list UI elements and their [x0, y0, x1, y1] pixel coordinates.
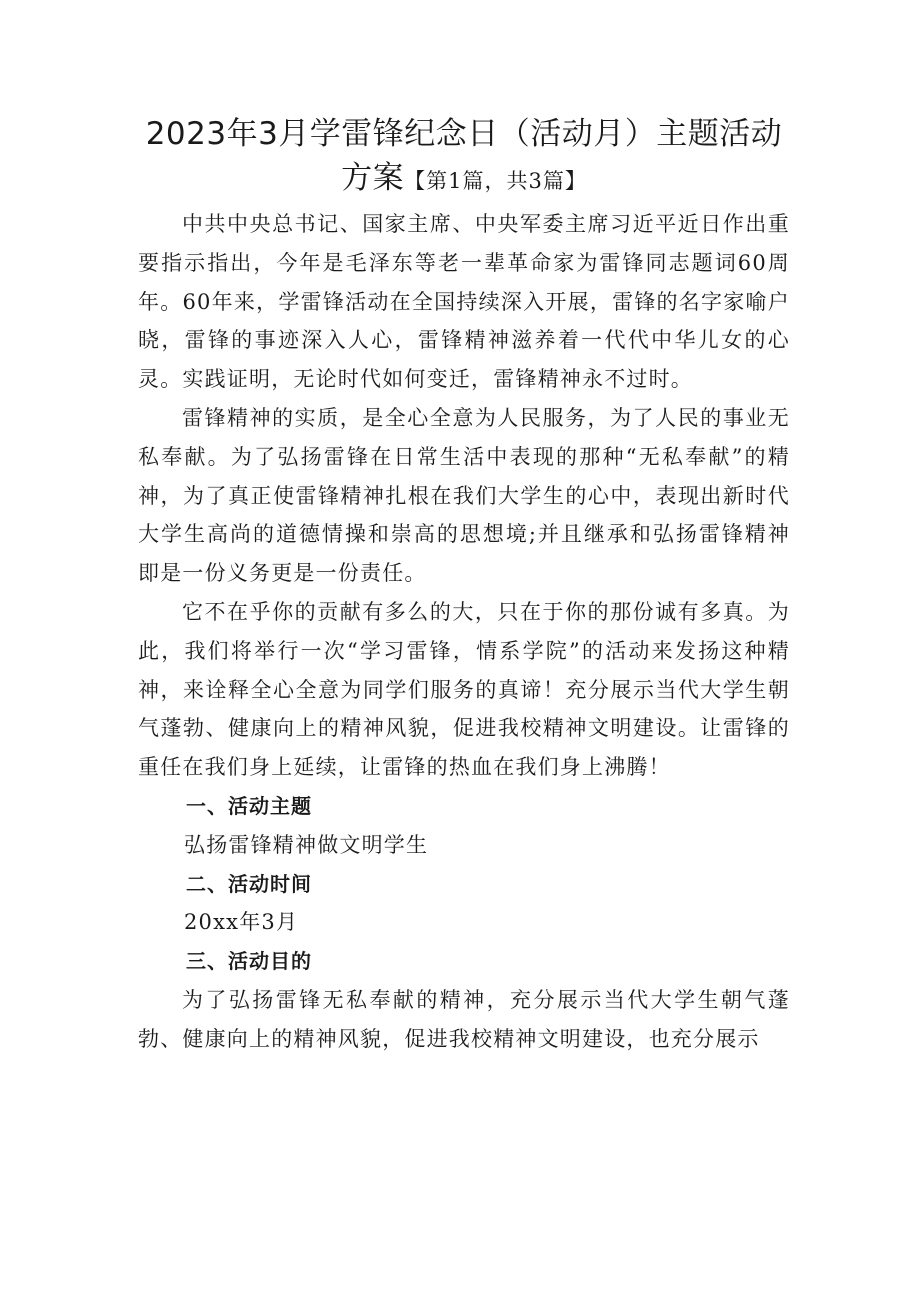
section-text-time: 20xx年3月	[184, 910, 299, 935]
document-title	[138, 112, 790, 203]
section-text-purpose: 为了弘扬雷锋无私奉献的精神，充分展示当代大学生朝气蓬勃、健康向上的精神风貌，促进我校精神文明建设，也充分展示	[138, 987, 790, 1051]
section-heading-theme: 一、活动主题	[186, 793, 312, 818]
title-main: 2023年3月学雷锋纪念日（活动月）主题活动方案	[145, 116, 783, 196]
body-paragraph-1: 中共中央总书记、国家主席、中央军委主席习近平近日作出重要指示指出，今年是毛泽东等老一辈革命家为雷锋同志题词60周年。60年来，学雷锋活动在全国持续深入开展，雷锋的名字家喻户晓，雷锋的事迹深入人心，雷锋精神滋养着一代代中华儿女的心灵。实践证明，无论时代如何变迁，雷锋精神永不过时。	[138, 212, 790, 392]
document-page	[138, 112, 790, 1059]
title-part-indicator: 【第1篇，共3篇】	[404, 169, 587, 193]
section-heading-time: 二、活动时间	[186, 871, 312, 896]
section-text-theme: 弘扬雷锋精神做文明学生	[184, 832, 429, 857]
body-paragraph-2: 雷锋精神的实质，是全心全意为人民服务，为了人民的事业无私奉献。为了弘扬雷锋在日常生活中表现的那种“无私奉献”的精神，为了真正使雷锋精神扎根在我们大学生的心中，表现出新时代大学生高尚的道德情操和崇高的思想境;并且继承和弘扬雷锋精神即是一份义务更是一份责任。	[138, 405, 790, 586]
section-heading-purpose: 三、活动目的	[186, 949, 312, 974]
body-paragraph-3: 它不在乎你的贡献有多么的大，只在于你的那份诚有多真。为此，我们将举行一次“学习雷锋，情系学院”的活动来发扬这种精神，来诠释全心全意为同学们服务的真谛！充分展示当代大学生朝气蓬勃、健康向上的精神风貌，促进我校精神文明建设。让雷锋的重任在我们身上延续，让雷锋的热血在我们身上沸腾！	[138, 599, 790, 780]
